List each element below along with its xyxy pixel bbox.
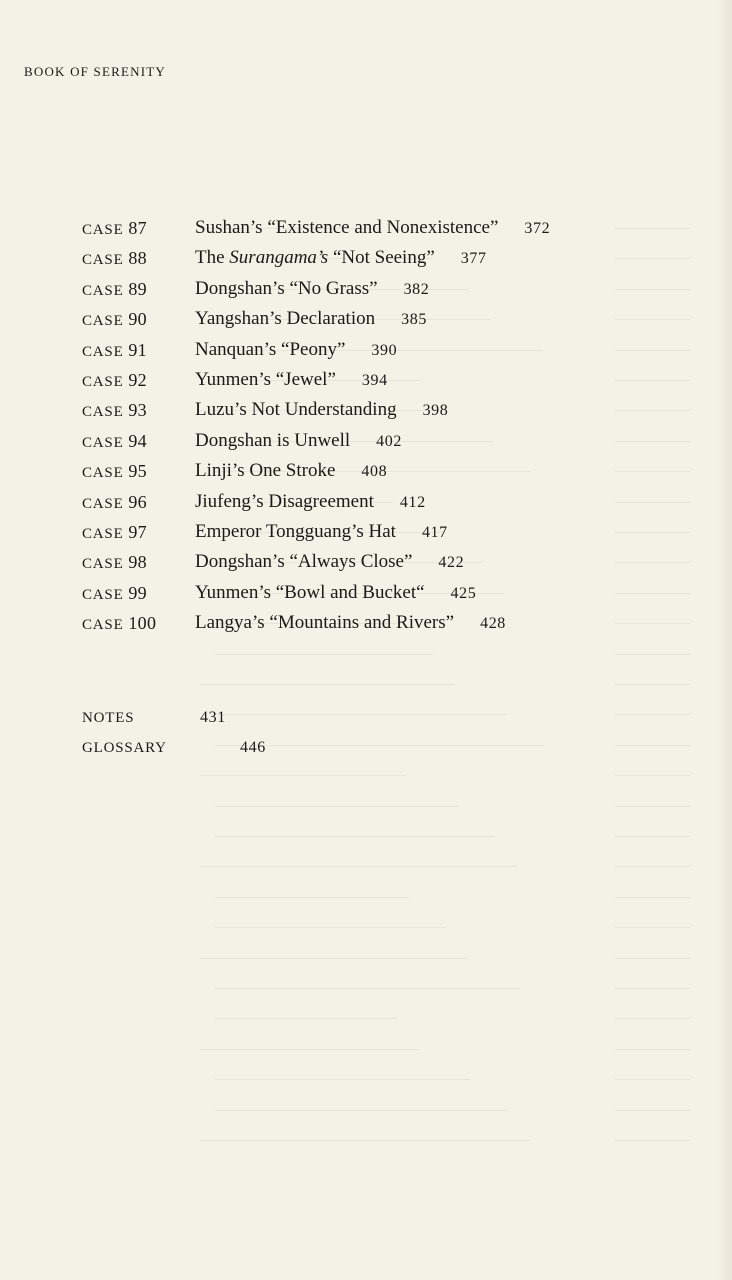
page-number: 402 xyxy=(376,432,402,450)
page-number: 394 xyxy=(361,371,388,389)
show-through-line xyxy=(215,1110,508,1111)
case-title xyxy=(195,547,464,578)
toc-row xyxy=(82,487,642,517)
page-edge-shadow xyxy=(718,0,732,1280)
show-through-line xyxy=(615,1079,690,1080)
back-matter xyxy=(82,703,482,764)
page-number: 422 xyxy=(438,554,465,572)
toc-row xyxy=(82,517,642,547)
case-title xyxy=(195,365,388,396)
case-prefix: CASE xyxy=(82,556,124,573)
case-title xyxy=(195,608,506,639)
show-through-line xyxy=(200,775,406,776)
case-title-text: The xyxy=(195,247,230,269)
show-through-line xyxy=(200,1049,419,1050)
case-title-text: “Not Seeing” xyxy=(328,247,435,269)
toc-row xyxy=(82,304,642,334)
case-title xyxy=(195,274,429,305)
show-through-line xyxy=(615,1018,690,1019)
case-title xyxy=(195,578,476,609)
page-number: 385 xyxy=(401,311,427,329)
case-label xyxy=(82,274,147,306)
case-title-text: Linji’s One Stroke xyxy=(195,460,336,482)
show-through-line xyxy=(615,1049,690,1050)
case-title-text: Dongshan’s “No Grass” xyxy=(195,277,378,299)
case-prefix: CASE xyxy=(82,252,124,269)
show-through-line xyxy=(200,684,455,685)
show-through-line xyxy=(215,927,446,928)
case-number: 88 xyxy=(123,248,147,269)
case-prefix: CASE xyxy=(82,404,124,421)
toc-row xyxy=(82,578,642,608)
show-through-line xyxy=(615,927,690,928)
toc-row xyxy=(82,365,642,395)
toc-row xyxy=(82,395,642,425)
toc-row xyxy=(82,426,642,456)
case-prefix: CASE xyxy=(82,586,124,603)
case-title-text: Dongshan is Unwell xyxy=(195,429,351,451)
table-of-contents xyxy=(82,213,642,638)
page-number: 390 xyxy=(371,341,398,359)
case-title xyxy=(195,243,487,274)
case-title-text: Emperor Tongguang’s Hat xyxy=(195,520,396,542)
show-through-line xyxy=(615,1140,690,1141)
back-matter-row xyxy=(82,733,482,763)
case-number: 89 xyxy=(123,278,147,299)
case-label xyxy=(82,365,147,397)
show-through-line xyxy=(615,654,690,655)
case-label xyxy=(82,426,147,458)
page-number: 372 xyxy=(524,220,551,237)
case-prefix: CASE xyxy=(82,495,124,512)
case-prefix: CASE xyxy=(82,465,124,482)
case-number: 97 xyxy=(123,521,147,542)
show-through-line xyxy=(215,836,495,837)
case-prefix: CASE xyxy=(82,373,124,390)
case-number: 94 xyxy=(123,430,147,451)
toc-row xyxy=(82,335,642,365)
case-title-text: Dongshan’s “Always Close” xyxy=(195,551,413,573)
case-label xyxy=(82,547,147,579)
case-title xyxy=(195,335,397,366)
page-number: 428 xyxy=(480,615,506,633)
toc-row xyxy=(82,608,642,638)
page-number: 412 xyxy=(399,493,426,511)
show-through-line xyxy=(215,1079,471,1080)
page-number: 446 xyxy=(240,739,266,757)
case-number: 91 xyxy=(123,339,147,360)
toc-row xyxy=(82,213,642,243)
back-matter-row xyxy=(82,703,482,733)
case-number: 92 xyxy=(123,369,147,390)
show-through-line xyxy=(215,1018,397,1019)
show-through-line xyxy=(615,806,690,807)
case-label xyxy=(82,395,147,427)
show-through-line xyxy=(615,958,690,959)
case-number: 87 xyxy=(123,218,147,238)
show-through-line xyxy=(215,897,409,898)
show-through-line xyxy=(615,745,690,746)
show-through-line xyxy=(615,866,690,867)
case-label xyxy=(82,213,147,245)
case-title xyxy=(195,213,550,244)
page-number: 382 xyxy=(403,280,430,298)
show-through-line xyxy=(615,714,690,715)
running-head: BOOK OF SERENITY xyxy=(24,64,166,79)
case-number: 100 xyxy=(123,613,157,634)
case-title-text: Luzu’s Not Understanding xyxy=(195,399,397,421)
show-through-line xyxy=(200,1140,530,1141)
case-number: 96 xyxy=(123,491,147,512)
case-number: 90 xyxy=(123,309,147,330)
page-number: 377 xyxy=(460,250,487,268)
toc-row xyxy=(82,243,642,273)
show-through-line xyxy=(215,654,433,655)
case-prefix: CASE xyxy=(82,222,124,238)
page-number: 398 xyxy=(422,402,449,420)
toc-row xyxy=(82,456,642,486)
toc-row xyxy=(82,547,642,577)
case-number: 98 xyxy=(123,552,147,573)
case-title-text: Sushan’s “Existence and Nonexistence” xyxy=(195,217,499,238)
case-title xyxy=(195,395,448,426)
case-number: 99 xyxy=(123,582,147,603)
case-prefix: CASE xyxy=(82,343,124,360)
case-title-text: Yangshan’s Declaration xyxy=(195,308,376,330)
page-number: 408 xyxy=(361,463,388,481)
show-through-line xyxy=(200,866,517,867)
case-title xyxy=(195,304,427,335)
toc-row xyxy=(82,274,642,304)
case-label xyxy=(82,608,156,640)
case-title xyxy=(195,426,402,457)
case-prefix: CASE xyxy=(82,617,124,634)
case-label xyxy=(82,304,147,336)
show-through-line xyxy=(615,897,690,898)
case-number: 93 xyxy=(123,400,147,421)
case-title-text: Nanquan’s “Peony” xyxy=(195,338,346,360)
case-title-text: Yunmen’s “Jewel” xyxy=(195,368,336,390)
show-through-line xyxy=(615,988,690,989)
case-number: 95 xyxy=(123,461,147,482)
case-title xyxy=(195,517,448,548)
case-label xyxy=(82,578,147,610)
back-matter-label: NOTES xyxy=(82,710,135,726)
case-title xyxy=(195,456,387,487)
case-label xyxy=(82,243,147,275)
case-title-text: Yunmen’s “Bowl and Bucket“ xyxy=(195,581,425,603)
case-prefix: CASE xyxy=(82,525,124,542)
case-title-text: Jiufeng’s Disagreement xyxy=(195,490,374,512)
page-number: 425 xyxy=(450,584,477,602)
case-label xyxy=(82,487,147,519)
show-through-line xyxy=(615,1110,690,1111)
show-through-line xyxy=(200,958,468,959)
case-title xyxy=(195,487,426,518)
show-through-line xyxy=(615,684,690,685)
case-label xyxy=(82,517,147,549)
case-prefix: CASE xyxy=(82,313,124,330)
case-title-text: Langya’s “Mountains and Rivers” xyxy=(195,612,455,634)
page-number: 417 xyxy=(421,523,448,541)
show-through-line xyxy=(215,988,520,989)
show-through-line xyxy=(215,806,458,807)
back-matter-label: GLOSSARY xyxy=(82,740,167,757)
page-number: 431 xyxy=(200,709,226,726)
show-through-line xyxy=(615,836,690,837)
case-label xyxy=(82,335,147,367)
case-prefix: CASE xyxy=(82,434,124,451)
show-through-line xyxy=(615,775,690,776)
case-prefix: CASE xyxy=(82,282,124,299)
case-label xyxy=(82,456,147,488)
case-title-italic: Surangama’s xyxy=(229,247,329,269)
